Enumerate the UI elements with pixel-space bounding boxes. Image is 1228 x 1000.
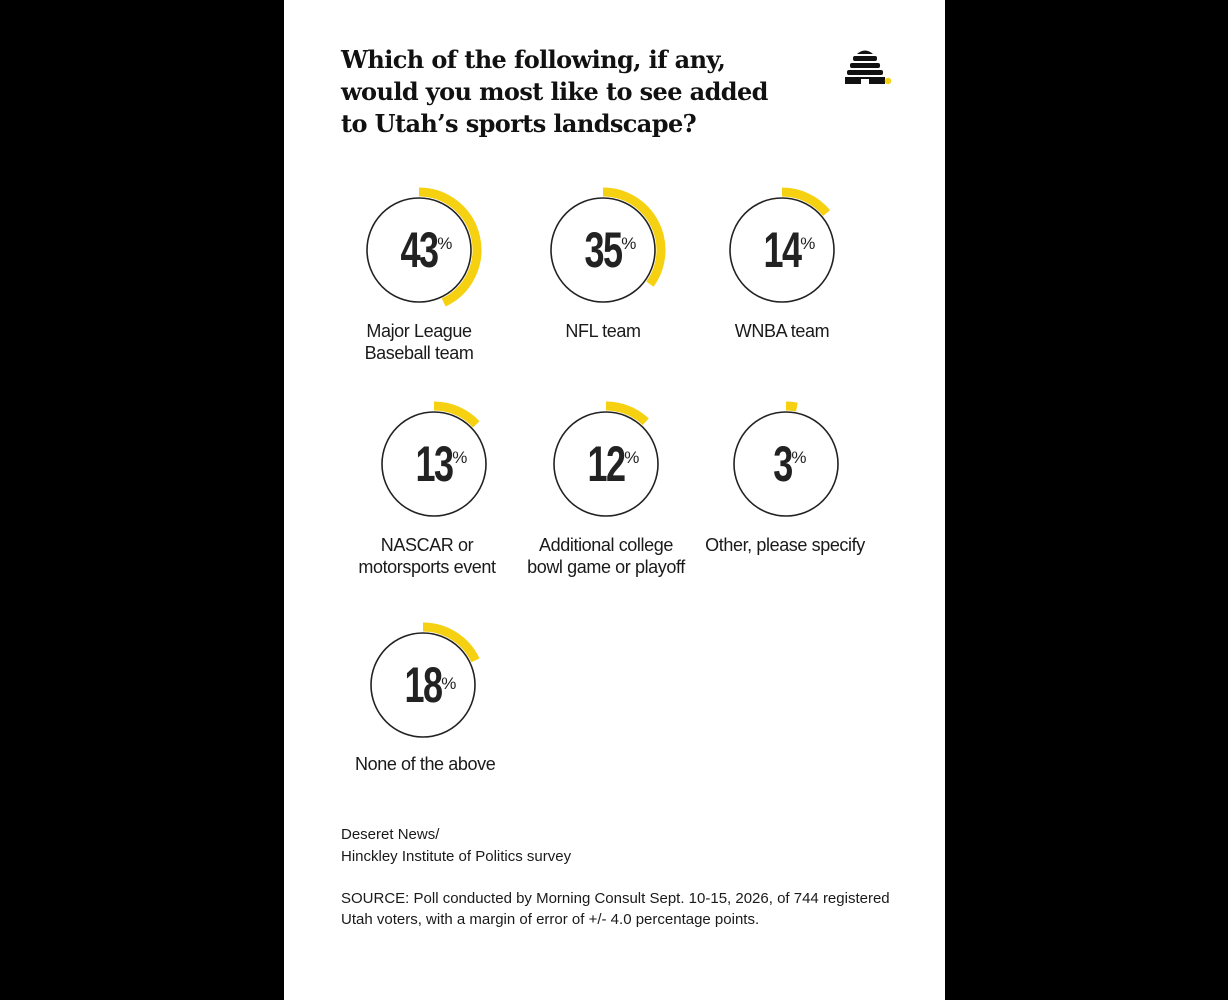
category-label-line: Other, please specify [705, 535, 865, 555]
credit-line: Deseret News/ [341, 826, 440, 843]
percent-sign: % [441, 674, 457, 693]
value-number: 18 [404, 657, 442, 713]
value-number: 14 [763, 222, 801, 278]
infographic-panel [284, 0, 945, 1000]
category-label [513, 320, 693, 342]
category-label [516, 534, 696, 578]
category-label-line: None of the above [355, 754, 496, 774]
category-label-line: NASCAR or [380, 535, 474, 555]
category-label [692, 320, 872, 342]
category-label [337, 534, 517, 578]
value-text [325, 610, 505, 740]
chart-item [329, 180, 509, 370]
value-number: 3 [772, 436, 792, 492]
category-label [355, 753, 535, 775]
percent-sign: % [621, 234, 637, 253]
value-text [695, 394, 875, 524]
value-number: 43 [400, 222, 438, 278]
chart-item [325, 610, 505, 800]
category-label-line: Baseball team [364, 343, 474, 363]
chart-item [692, 180, 872, 370]
chart-item [516, 394, 696, 584]
percent-sign: % [452, 448, 468, 467]
credit-line: Hinckley Institute of Politics survey [341, 848, 572, 865]
value-number: 35 [584, 222, 622, 278]
percent-sign: % [791, 448, 807, 467]
category-label-line: bowl game or playoff [527, 557, 685, 577]
percent-sign: % [624, 448, 640, 467]
category-label [695, 534, 875, 556]
credit [341, 824, 901, 868]
percent-sign: % [437, 234, 453, 253]
category-label-line: Major League [366, 321, 472, 341]
value-text [513, 180, 693, 310]
chart-item [695, 394, 875, 584]
value-number: 12 [587, 436, 625, 492]
logo-dot [885, 78, 891, 84]
category-label-line: motorsports event [358, 557, 496, 577]
value-text [516, 394, 696, 524]
category-label-line: Additional college [539, 535, 673, 555]
category-label-line: NFL team [565, 321, 641, 341]
value-text [692, 180, 872, 310]
chart-title: Which of the following, if any, would you most like to see added to Utah’s sports landscape? [341, 45, 768, 138]
category-label-line: WNBA team [734, 321, 830, 341]
chart-item [513, 180, 693, 370]
beehive-icon [843, 48, 891, 88]
category-label [329, 320, 509, 364]
value-text [337, 394, 517, 524]
chart-item [337, 394, 517, 584]
percent-sign: % [800, 234, 816, 253]
value-number: 13 [415, 436, 453, 492]
value-text [329, 180, 509, 310]
source-note: SOURCE: Poll conducted by Morning Consult Sept. 10-15, 2026, of 744 registered Utah voters, with a margin of error of +/- 4.0 percentage points. [341, 890, 890, 928]
